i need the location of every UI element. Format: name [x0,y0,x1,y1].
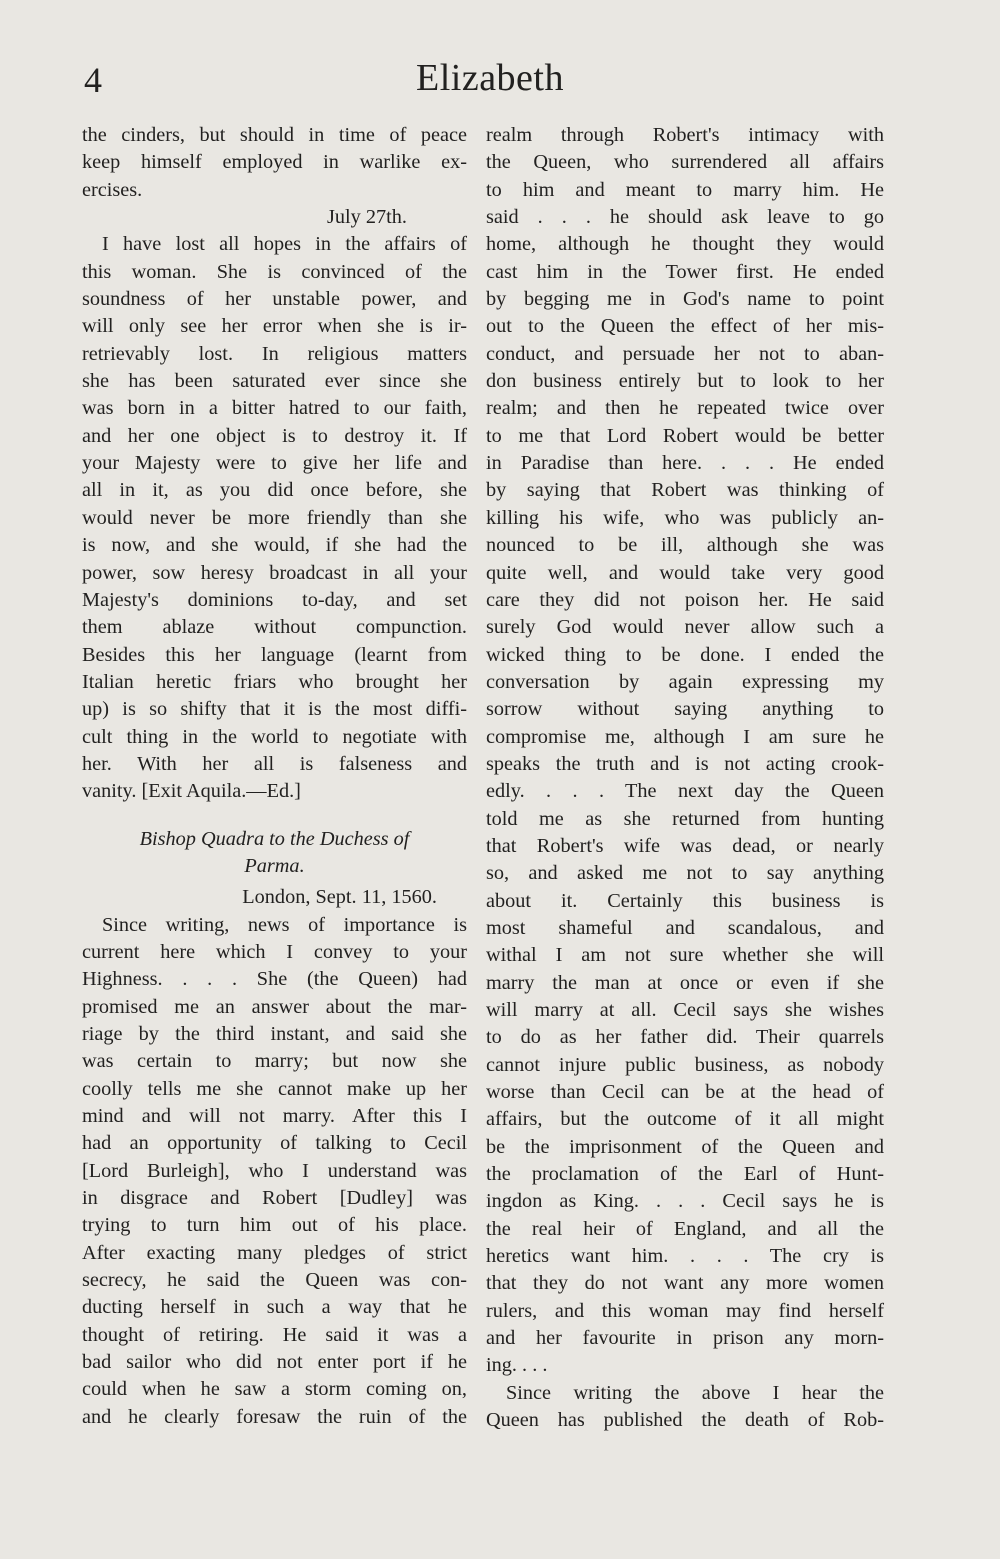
text-line: current here which I convey to your [82,940,467,963]
text-line: secrecy, he said the Queen was con- [82,1269,467,1292]
text-line: them ablaze without compunction. [82,616,467,639]
text-line: soundness of her unstable power, and [82,288,467,311]
text-line: nounced to be ill, although she was [486,534,884,557]
right-column [486,122,884,1435]
text-line: about it. Certainly this business is [486,889,884,912]
text-line: riage by the third instant, and said she [82,1023,467,1045]
running-title: Elizabeth [416,57,564,99]
text-line: care they did not poison her. He said [486,588,884,611]
text-line: the real heir of England, and all the [486,1217,884,1240]
text-line: compromise me, although I am sure he [486,725,884,748]
text-line: had an opportunity of talking to Cecil [82,1132,467,1155]
text-line: heretics want him. . . . The cry is [486,1245,884,1268]
left-column [82,122,467,1431]
text-line: marry the man at once or even if she [486,971,884,994]
text-line: ercises. [82,178,143,201]
text-line: bad sailor who did not enter port if he [82,1351,467,1374]
page-number: 4 [84,60,102,100]
text-line: in Paradise than here. . . . He ended [486,452,884,475]
text-line: cult thing in the world to negotiate with [82,725,467,748]
text-line: wicked thing to be done. I ended the [486,643,884,666]
text-line: to him and meant to marry him. He [486,178,884,201]
text-line: keep himself employed in warlike ex- [82,151,467,174]
text-line: sorrow without saying anything to [486,698,884,721]
text-line: Queen has published the death of Rob- [486,1409,884,1432]
paragraph-continued [486,122,884,1380]
text-line: she has been saturated ever since she [82,370,467,393]
text-line: this woman. She is convinced of the [82,260,467,283]
text-line: to me that Lord Robert would be better [486,424,884,447]
letter-heading [82,826,467,881]
text-line: your Majesty were to give her life and [82,452,467,475]
text-line: home, although he thought they would [486,233,884,256]
text-line: her. With her all is falseness and [82,752,467,775]
text-line: ingdon as King. . . . Cecil says he is [486,1190,884,1213]
text-line: worse than Cecil can be at the head of [486,1081,884,1104]
text-line: mind and will not marry. After this I [82,1105,467,1128]
text-line: killing his wife, who was publicly an- [486,506,884,529]
text-line: trying to turn him out of his place. [82,1214,467,1237]
text-line: will only see her error when she is ir- [82,315,467,338]
text-line: surely God would never allow such a [486,616,884,639]
text-line: in disgrace and Robert [Dudley] was [82,1187,467,1210]
text-line: Highness. . . . She (the Queen) had [82,968,467,991]
text-line: Besides this her language (learnt from [82,643,467,666]
text-line: so, and asked me not to say anything [486,862,884,885]
text-line: the Queen, who surrendered all affairs [486,151,884,174]
text-line: rulers, and this woman may find herself [486,1299,884,1322]
text-line: be the imprisonment of the Queen and [486,1135,884,1158]
text-line: up) is so shifty that it is the most diffi- [82,698,467,721]
text-line: quite well, and would take very good [486,561,884,584]
text-line: the proclamation of the Earl of Hunt- [486,1163,884,1186]
text-line: and her favourite in prison any morn- [486,1327,884,1350]
text-line: that they do not want any more women [486,1272,884,1295]
text-line: cast him in the Tower first. He ended [486,260,884,283]
letter-date: July 27th. [326,206,407,229]
heading-line: Bishop Quadra to the Duchess of [139,827,410,850]
paragraph [486,1380,884,1435]
text-line: that Robert's wife was dead, or nearly [486,834,884,857]
text-line: ducting herself in such a way that he [82,1296,467,1319]
text-line: Since writing the above I hear the [506,1381,884,1404]
text-line: the cinders, but should in time of peace [82,124,467,146]
text-line: and he clearly foresaw the ruin of the [82,1405,467,1428]
text-line: is now, and she would, if she had the [82,534,467,557]
text-line: and her one object is to destroy it. If [82,424,467,447]
text-line: thought of retiring. He said it was a [82,1323,467,1346]
text-line: promised me an answer about the mar- [82,995,467,1018]
text-line: realm; and then he repeated twice over [486,397,884,420]
text-line: most shameful and scandalous, and [486,916,884,939]
text-line: out to the Queen the effect of her mis- [486,315,884,338]
text-line: by saying that Robert was thinking of [486,479,884,502]
heading-line: Parma. [244,854,305,877]
text-line: edly. . . . The next day the Queen [486,780,884,803]
paragraph [82,912,467,1432]
text-line: Since writing, news of importance is [102,913,467,936]
text-line: vanity. [Exit Aquila.—Ed.] [82,780,301,803]
text-line: retrievably lost. In religious matters [82,342,467,365]
text-line: coolly tells me she cannot make up her [82,1077,467,1100]
text-line: cannot injure public business, as nobody [486,1053,884,1076]
text-line: could when he saw a storm coming on, [82,1378,467,1401]
letter-date: London, Sept. 11, 1560. [242,886,437,909]
text-line: speaks the truth and is not acting crook- [486,752,884,775]
text-line: conduct, and persuade her not to aban- [486,342,884,365]
text-line: don business entirely but to look to her [486,370,884,393]
text-line: realm through Robert's intimacy with [486,124,884,146]
text-line: to do as her father did. Their quarrels [486,1026,884,1049]
text-line: told me as she returned from hunting [486,807,884,830]
text-line: was certain to marry; but now she [82,1050,467,1073]
text-line: withal I am not sure whether she will [486,944,884,967]
text-line: I have lost all hopes in the affairs of [102,233,467,256]
text-line: all in it, as you did once before, she [82,479,467,502]
text-line: Majesty's dominions to-day, and set [82,588,467,611]
text-line: said . . . he should ask leave to go [486,206,884,229]
text-line: Italian heretic friars who brought her [82,670,467,693]
text-line: would never be more friendly than she [82,506,467,529]
paragraph [82,231,467,805]
text-line: [Lord Burleigh], who I understand was [82,1159,467,1182]
text-line: After exacting many pledges of strict [82,1241,467,1264]
text-line: conversation by again expressing my [486,670,884,693]
text-line: affairs, but the outcome of it all might [486,1108,884,1131]
text-line: by begging me in God's name to point [486,288,884,311]
text-line: ing. . . . [486,1354,548,1377]
text-line: power, sow heresy broadcast in all your [82,561,467,584]
paragraph-continued [82,122,467,204]
text-line: will marry at all. Cecil says she wishes [486,999,884,1021]
text-line: was born in a bitter hatred to our faith, [82,397,467,420]
